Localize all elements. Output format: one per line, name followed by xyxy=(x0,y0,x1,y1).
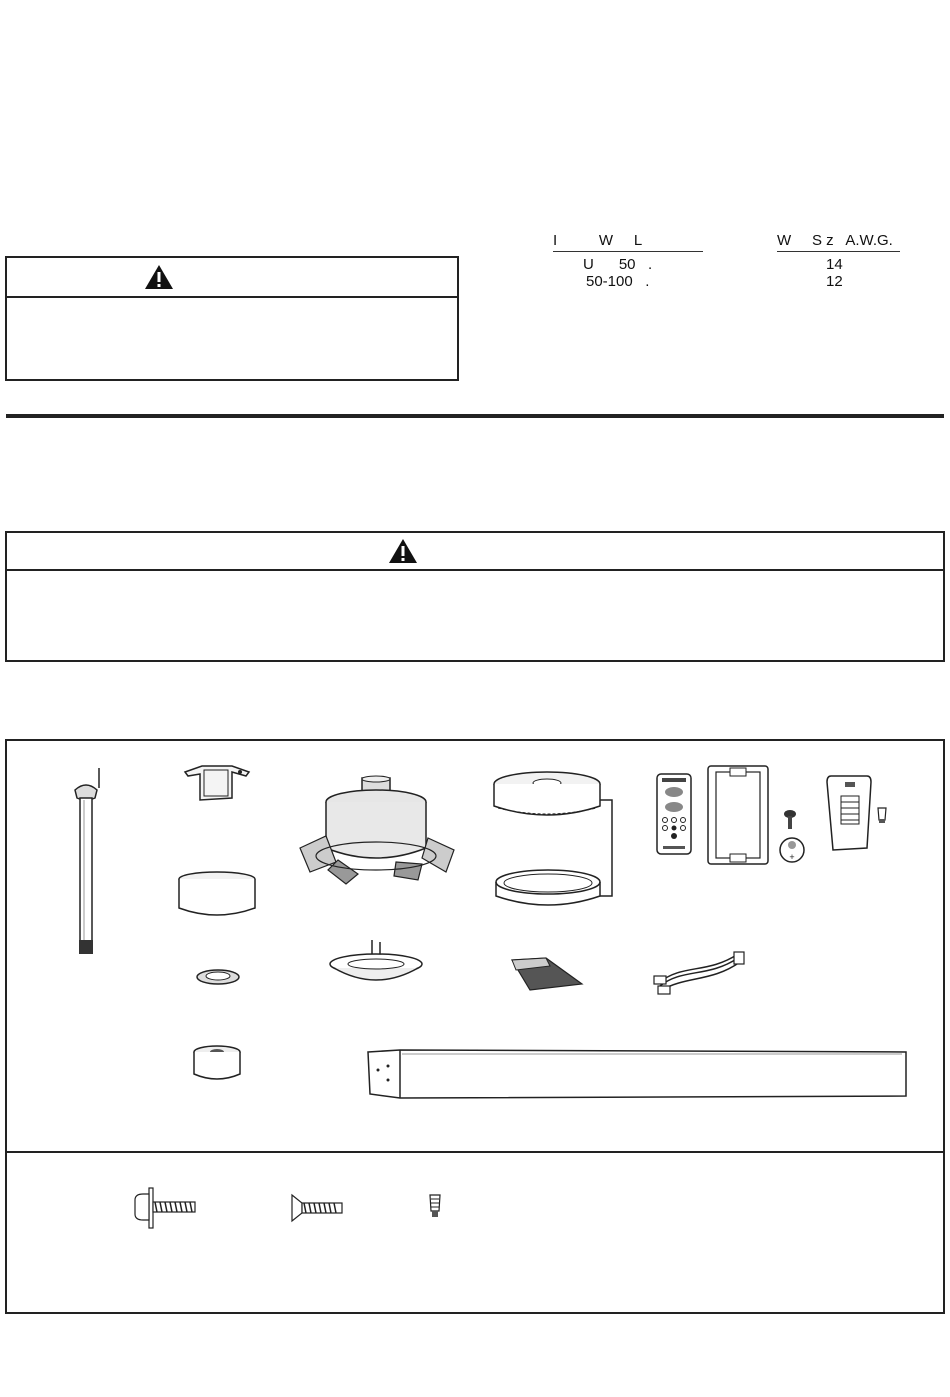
remote-control-illustration xyxy=(655,772,693,856)
warning-box-wide-header xyxy=(7,533,943,571)
warning-box-top-header xyxy=(7,258,457,298)
mounting-bracket-illustration xyxy=(182,762,252,804)
warning-box-top xyxy=(5,256,459,381)
light-kit-ring-illustration xyxy=(494,868,602,914)
flat-head-screw-icon xyxy=(290,1193,344,1223)
parts-hardware-divider xyxy=(5,1151,945,1153)
blade-screw-washer-icon xyxy=(133,1186,197,1230)
screw-icon xyxy=(783,810,797,830)
wire-table-header-length: I W L xyxy=(553,232,703,252)
wire-table-row-length: 50-100 . xyxy=(586,273,650,290)
wall-plate-illustration xyxy=(706,764,770,866)
warning-box-wide xyxy=(5,531,945,662)
wire-table-row-awg: 14 xyxy=(826,256,843,273)
motor-assembly-illustration xyxy=(296,776,458,886)
wire-table-row-awg: 12 xyxy=(826,273,843,290)
coupling-cover-illustration xyxy=(192,1044,242,1084)
assembly-connector-line xyxy=(600,798,614,898)
wiring-harness-illustration xyxy=(652,948,748,996)
wire-table-row-length: U 50 . xyxy=(583,256,653,273)
battery-icon xyxy=(778,836,806,864)
canopy-ring-illustration xyxy=(195,968,241,988)
downrod-illustration xyxy=(68,768,108,958)
light-kit-pan-illustration xyxy=(328,940,424,992)
section-divider xyxy=(6,414,944,418)
hardware-bag-illustration xyxy=(510,956,584,992)
warning-triangle-icon xyxy=(144,264,174,290)
switch-housing-illustration xyxy=(492,770,602,822)
wire-table-header-awg: W S z A.W.G. xyxy=(777,232,900,252)
wire-nut-icon xyxy=(876,806,888,824)
canopy-illustration xyxy=(177,870,257,918)
svg-text:+: + xyxy=(789,852,795,862)
receiver-illustration xyxy=(825,774,873,856)
warning-triangle-icon xyxy=(388,538,418,564)
fan-blade-illustration xyxy=(366,1046,908,1102)
wire-nut-icon xyxy=(427,1193,443,1219)
